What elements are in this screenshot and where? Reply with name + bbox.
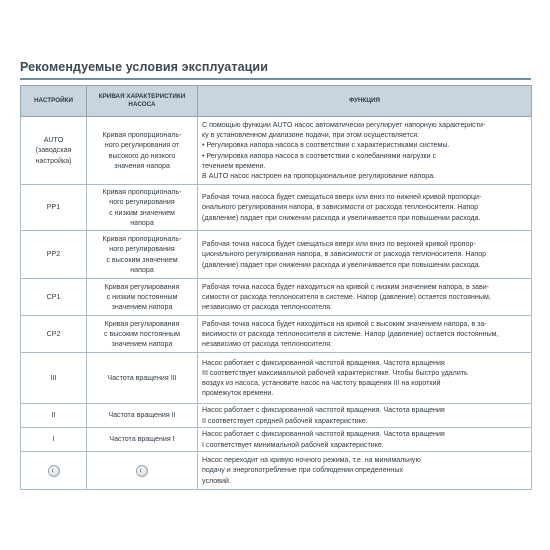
cell-line: III bbox=[50, 373, 57, 382]
function-cell bbox=[198, 353, 532, 404]
cell-line: высокого до низкого bbox=[108, 151, 176, 160]
cell-line: значением напора bbox=[111, 303, 173, 312]
cell-line: с высоким постоянным bbox=[104, 329, 180, 338]
function-cell bbox=[198, 452, 532, 490]
cell-line: AUTO bbox=[43, 136, 64, 145]
title-underline bbox=[20, 78, 531, 80]
table-row bbox=[21, 428, 532, 452]
function-cell bbox=[198, 231, 532, 279]
cell-line: II соответствует средней рабочей характеристике. bbox=[202, 416, 368, 425]
cell-line: Кривая регулирования bbox=[104, 282, 180, 291]
cell-line: Насос работает с фиксированной частотой вращения. Частота вращения bbox=[202, 406, 445, 415]
cell-line: Рабочая точка насоса будет смещаться вверх или вниз по нижней кривой пропорци- bbox=[202, 193, 482, 202]
cell-line: ного регулирования от bbox=[104, 141, 180, 150]
cell-line: CP1 bbox=[46, 292, 61, 301]
cell-line: ного регулирования bbox=[109, 245, 175, 254]
cell-line: висимости от расхода теплоносителя в системе. Напор (давление) остается постоянным, bbox=[202, 329, 499, 338]
pump-curve-cell bbox=[87, 353, 198, 404]
table-row bbox=[21, 279, 532, 316]
settings-cell bbox=[21, 316, 87, 353]
cell-line: II bbox=[51, 411, 56, 420]
operating-conditions-table bbox=[20, 85, 532, 490]
function-cell bbox=[198, 279, 532, 316]
cell-line: подачу и энергопотребление при соблюдении определенных bbox=[202, 466, 403, 475]
cell-line: значения напора bbox=[114, 161, 170, 170]
settings-cell bbox=[21, 428, 87, 452]
cell-line: ного регулирования bbox=[109, 198, 175, 207]
function-cell bbox=[198, 185, 532, 231]
cell-line: настройка) bbox=[35, 156, 72, 165]
cell-line: условий. bbox=[202, 476, 231, 485]
function-cell bbox=[198, 428, 532, 452]
table-row bbox=[21, 452, 532, 490]
cell-line: PP2 bbox=[46, 250, 61, 259]
cell-line: С помощью функции AUTO насос автоматически регулирует напорную характеристи- bbox=[202, 121, 486, 130]
function-cell bbox=[198, 117, 532, 185]
cell-line: напора bbox=[130, 218, 154, 227]
cell-line: промежуток времени. bbox=[202, 389, 274, 398]
settings-cell bbox=[21, 231, 87, 279]
table-row bbox=[21, 353, 532, 404]
cell-line: Рабочая точка насоса будет находиться на кривой с низким значением напора, в зави- bbox=[202, 282, 490, 291]
cell-line: Частота вращения I bbox=[109, 435, 175, 444]
cell-line: с высоким значением bbox=[106, 255, 178, 264]
cell-line: воздух из насоса, установите насос на частоту вращения III на короткий bbox=[202, 379, 441, 387]
cell-line: течением времени. bbox=[202, 161, 266, 170]
table-row bbox=[21, 316, 532, 353]
pump-curve-cell bbox=[87, 452, 198, 490]
cell-line: с низким постоянным bbox=[106, 292, 178, 301]
cell-line: напора bbox=[130, 265, 154, 274]
settings-cell bbox=[21, 452, 87, 490]
pump-curve-cell bbox=[87, 404, 198, 428]
cell-line: (давление) падает при снижении расхода и увеличивается при повышении расхода. bbox=[202, 213, 481, 222]
cell-line: ционального регулирования напора, в зависимости от расхода теплоносителя. Напор bbox=[202, 250, 487, 259]
settings-cell bbox=[21, 404, 87, 428]
cell-line: Кривая пропорциональ- bbox=[102, 131, 182, 140]
pump-curve-cell bbox=[87, 316, 198, 353]
cell-line: (заводская bbox=[35, 146, 72, 155]
cell-line: Насос работает с фиксированной частотой вращения. Частота вращения bbox=[202, 358, 445, 367]
table-row bbox=[21, 231, 532, 279]
cell-line: ку в установленном диапазоне подачи, при этом осуществляется: bbox=[202, 131, 420, 140]
cell-line: (давление) падает при снижении расхода и увеличивается при повышении расхода. bbox=[202, 260, 481, 269]
settings-cell bbox=[21, 117, 87, 185]
cell-line: I bbox=[52, 435, 55, 444]
settings-cell bbox=[21, 185, 87, 231]
page-title: Рекомендуемые условия эксплуатации bbox=[20, 60, 268, 74]
cell-line: симости от расхода теплоносителя в системе. Напор (давление) остается постоянным, bbox=[202, 292, 491, 301]
night-mode-icon bbox=[136, 465, 148, 477]
table-row bbox=[21, 185, 532, 231]
cell-line: PP1 bbox=[46, 203, 61, 212]
cell-line: CP2 bbox=[46, 329, 61, 338]
cell-line: III соответствует максимальной рабочей характеристике. Чтобы быстро удалить bbox=[202, 368, 468, 377]
header-function: ФУНКЦИЯ bbox=[198, 86, 532, 117]
cell-line: Насос работает с фиксированной частотой вращения. Частота вращения bbox=[202, 430, 445, 439]
pump-curve-cell bbox=[87, 279, 198, 316]
cell-line: с низким значением bbox=[109, 208, 175, 217]
function-cell bbox=[198, 404, 532, 428]
settings-cell bbox=[21, 353, 87, 404]
function-cell bbox=[198, 316, 532, 353]
pump-curve-cell bbox=[87, 185, 198, 231]
cell-line: Кривая регулирования bbox=[104, 319, 180, 328]
cell-line: Частота вращения II bbox=[108, 411, 176, 420]
cell-line: Кривая пропорциональ- bbox=[102, 235, 182, 244]
cell-line: В AUTO насос настроен на пропорциональное регулирование напора. bbox=[202, 171, 436, 180]
cell-line: независимо от расхода теплоносителя. bbox=[202, 303, 333, 312]
table-header-row bbox=[21, 86, 532, 117]
cell-line: значением напора bbox=[111, 340, 173, 349]
cell-line: • Регулировка напора насоса в соответствии с колебаниями нагрузки с bbox=[202, 151, 437, 160]
pump-curve-cell bbox=[87, 117, 198, 185]
cell-line: • Регулировка напора насоса в соответствии с характеристиками системы. bbox=[202, 141, 450, 150]
night-mode-icon bbox=[48, 465, 60, 477]
cell-line: независимо от расхода теплоносителя. bbox=[202, 340, 333, 349]
settings-cell bbox=[21, 279, 87, 316]
header-settings: НАСТРОЙКИ bbox=[21, 86, 87, 117]
cell-line: Кривая пропорциональ- bbox=[102, 188, 182, 197]
cell-line: Рабочая точка насоса будет смещаться вверх или вниз по верхней кривой пропор- bbox=[202, 240, 476, 249]
table-row bbox=[21, 404, 532, 428]
header-pump-curve: КРИВАЯ ХАРАКТЕРИСТИКИ НАСОСА bbox=[87, 86, 198, 117]
cell-line: Рабочая точка насоса будет находиться на кривой с высоким значением напора, в за- bbox=[202, 319, 487, 328]
pump-curve-cell bbox=[87, 231, 198, 279]
cell-line: Частота вращения III bbox=[107, 373, 177, 382]
cell-line: I соответствует минимальной рабочей характеристике. bbox=[202, 440, 384, 449]
cell-line: Насос переходит на кривую ночного режима, т.е. на минимальную bbox=[202, 456, 421, 465]
cell-line: онального регулирования напора, в зависимости от расхода теплоносителя. Напор bbox=[202, 203, 479, 212]
pump-curve-cell bbox=[87, 428, 198, 452]
table-row bbox=[21, 117, 532, 185]
